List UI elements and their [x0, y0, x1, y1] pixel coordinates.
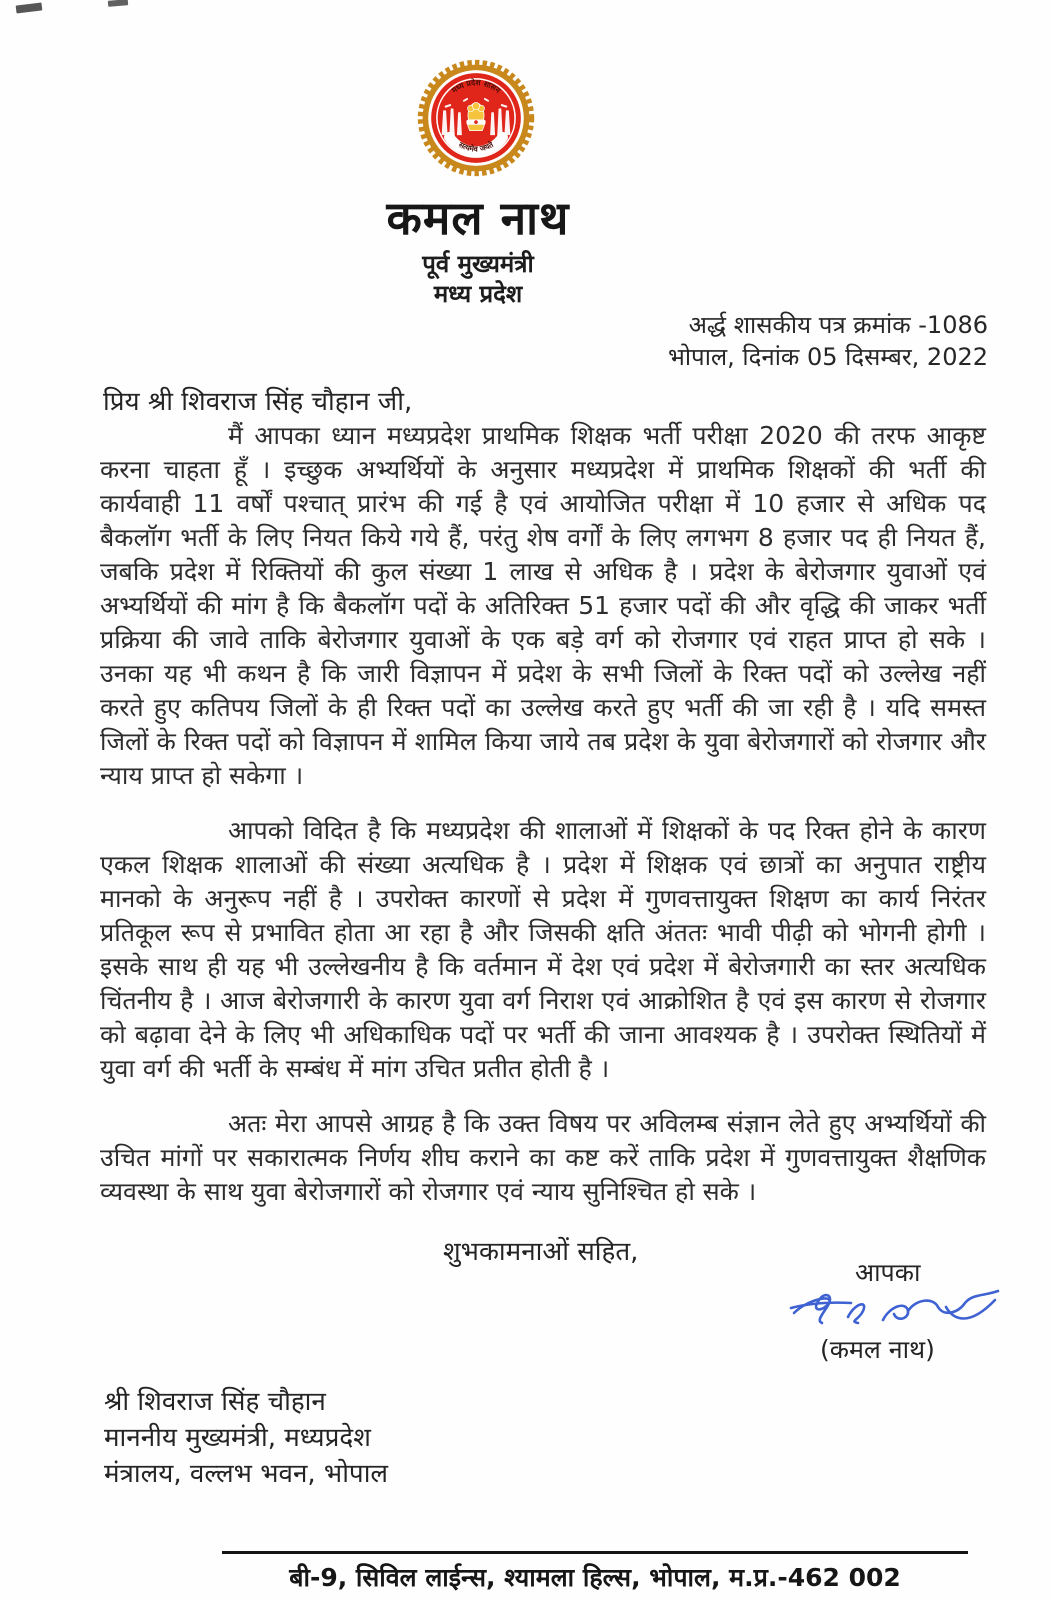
sender-title-line2: मध्य प्रदेश	[433, 280, 523, 308]
recipient-address: मंत्रालय, वल्लभ भवन, भोपाल	[104, 1459, 389, 1489]
recipient-designation: माननीय मुख्यमंत्री, मध्यप्रदेश	[104, 1423, 371, 1453]
sender-name: कमल नाथ	[386, 191, 570, 245]
reference-date: भोपाल, दिनांक 05 दिसम्बर, 2022	[667, 343, 988, 371]
recipient-name: श्री शिवराज सिंह चौहान	[104, 1387, 326, 1417]
recipient-block	[104, 1384, 388, 1492]
body-paragraph-1: मैं आपका ध्यान मध्यप्रदेश प्राथमिक शिक्षक भर्ती परीक्षा 2020 की तरफ आकृष्ट करना चाहता हूँ । इच्छुक अभ्यर्थियों के अनुसार मध्यप्रदेश में प्राथमिक शिक्षकों की भर्ती की कार्यवाही 11 वर्षों पश्चात् प्रारंभ की गई है एवं आयोजित परीक्षा में 10 हजार से अधिक पद बैकलॉग भर्ती के लिए नियत किये गये हैं, परंतु शेष वर्गों के लिए लगभग 8 हजार पद ही नियत हैं, जबकि प्रदेश में रिक्तियों की कुल संख्या 1 लाख से अधिक है । प्रदेश के बेरोजगार युवाओं एवं अभ्यर्थियों की मांग है कि बैकलॉग पदों के अतिरिक्त 51 हजार पदों की और वृद्धि की जाकर भर्ती प्रक्रिया की जावे ताकि बेरोजगार युवाओं के एक बड़े वर्ग को रोजगार एवं राहत प्राप्त हो सके । उनका यह भी कथन है कि जारी विज्ञापन में प्रदेश के सभी जिलों के रिक्त पदों को उल्लेख नहीं करते हुए कतिपय जिलों के ही रिक्त पदों का उल्लेख करते हुए भर्ती की जा रही है । यदि समस्त जिलों के रिक्त पदों को विज्ञापन में शामिल किया जाये तब प्रदेश के युवा बेरोजगारों को रोजगार और न्याय प्राप्त हो सकेगा ।	[100, 421, 986, 790]
salutation: प्रिय श्री शिवराज सिंह चौहान जी,	[103, 387, 413, 417]
seal-lion-capital	[466, 102, 485, 130]
mp-government-seal-icon	[411, 56, 541, 180]
sender-title-line1: पूर्व मुख्यमंत्री	[422, 250, 534, 278]
scan-artifact	[108, 0, 128, 7]
signature	[788, 1286, 1003, 1338]
footer-address: बी-9, सिविल लाईन्स, श्यामला हिल्स, भोपाल, म.प्र.-462 002	[289, 1563, 901, 1592]
body-paragraph-2: आपको विदित है कि मध्यप्रदेश की शालाओं में शिक्षकों के पद रिक्त होने के कारण एकल शिक्षक शालाओं की संख्या अत्यधिक है । प्रदेश में शिक्षक एवं छात्रों का अनुपात राष्ट्रीय मानको के अनुरूप नहीं है । उपरोक्त कारणों से प्रदेश में गुणवत्तायुक्त शिक्षण का कार्य निरंतर प्रतिकूल रूप से प्रभावित होता आ रहा है और जिसकी क्षति अंततः भावी पीढ़ी को भोगनी होगी । इसके साथ ही यह भी उल्लेखनीय है कि वर्तमान में देश एवं प्रदेश में बेरोजगारी का स्तर अत्यधिक चिंतनीय है । आज बेरोजगारी के कारण युवा वर्ग निराश एवं आक्रोशित है एवं इस कारण से रोजगार को बढ़ावा देने के लिए भी अधिकाधिक पदों पर भर्ती की जाना आवश्यक है । उपरोक्त स्थितियों में युवा वर्ग की भर्ती के सम्बंध में मांग उचित प्रतीत होती है ।	[100, 816, 986, 1083]
reference-number: अर्द्ध शासकीय पत्र क्रमांक -1086	[688, 311, 988, 339]
closing-yours: आपका	[855, 1258, 921, 1287]
closing-regards: शुभकामनाओं सहित,	[443, 1237, 639, 1267]
footer-divider	[222, 1551, 968, 1554]
seal-top-text: मध्य प्रदेश शासन	[449, 78, 503, 95]
scan-artifact	[16, 2, 43, 13]
body-paragraph-3: अतः मेरा आपसे आग्रह है कि उक्त विषय पर अविलम्ब संज्ञान लेते हुए अभ्यर्थियों की उचित मांगों पर सकारात्मक निर्णय शीघ कराने का कष्ट करें ताकि प्रदेश में गुणवत्तायुक्त शैक्षणिक व्यवस्था के साथ युवा बेरोजगारों को रोजगार एवं न्याय सुनिश्चित हो सके ।	[100, 1109, 986, 1206]
letter-body	[100, 419, 986, 1209]
signatory-name: (कमल नाथ)	[820, 1335, 935, 1364]
seal-bottom-text: सत्यमेव जयते	[457, 140, 495, 154]
reference-block	[560, 309, 988, 373]
